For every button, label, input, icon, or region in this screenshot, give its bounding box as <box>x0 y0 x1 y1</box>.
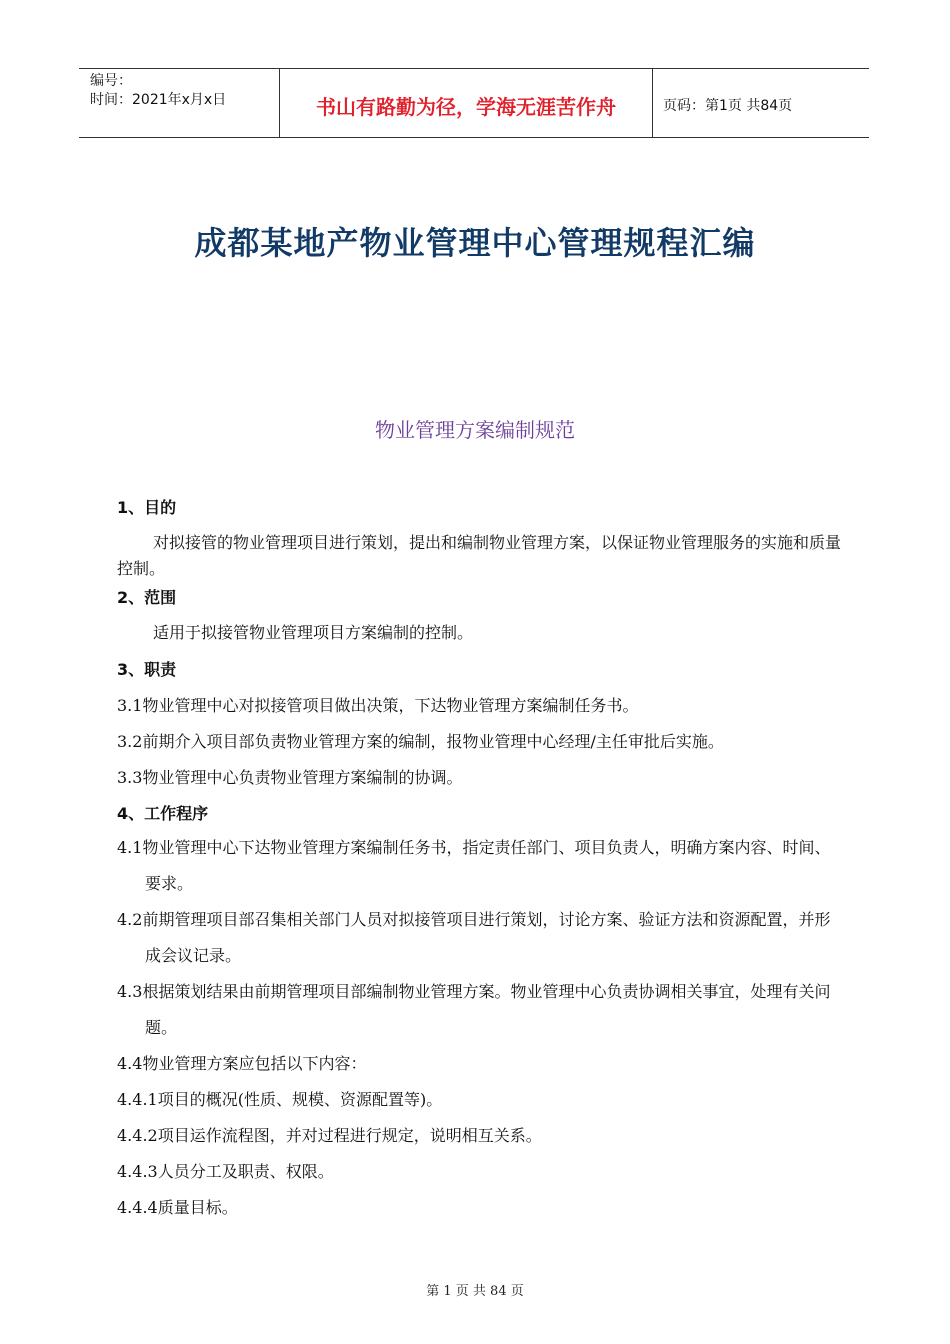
list-item: 3.2前期介入项目部负责物业管理方案的编制，报物业管理中心经理/主任审批后实施。 <box>117 732 724 751</box>
list-item: 3.3物业管理中心负责物业管理方案编制的协调。 <box>117 768 463 787</box>
list-item: 4.4.3人员分工及职责、权限。 <box>117 1162 334 1181</box>
section-text-scope: 适用于拟接管物业管理项目方案编制的控制。 <box>153 623 474 642</box>
list-item: 3.1物业管理中心对拟接管项目做出决策，下达物业管理方案编制任务书。 <box>117 696 639 715</box>
section-heading-procedure: 4、工作程序 <box>117 804 209 823</box>
page-header <box>79 68 869 138</box>
header-meta <box>79 69 280 137</box>
header-page-info: 页码：第1页 共84页 <box>663 98 793 114</box>
page-footer: 第 1 页 共 84 页 <box>426 1284 524 1299</box>
code-label: 编号： <box>90 73 132 89</box>
list-item: 4.3根据策划结果由前期管理项目部编制物业管理方案。物业管理中心负责协调相关事宜，处理有关问题。 <box>117 982 831 1037</box>
header-motto: 书山有路勤为径，学海无涯苦作舟 <box>280 69 653 137</box>
document-subtitle: 物业管理方案编制规范 <box>375 418 575 442</box>
section-text-purpose: 对拟接管的物业管理项目进行策划，提出和编制物业管理方案，以保证物业管理服务的实施和质量控制。 <box>117 533 842 578</box>
section-heading-purpose: 1、目的 <box>117 498 177 517</box>
list-item: 4.4.4质量目标。 <box>117 1198 238 1217</box>
list-item: 4.4.2项目运作流程图，并对过程进行规定，说明相互关系。 <box>117 1126 542 1145</box>
section-heading-scope: 2、范围 <box>117 588 177 607</box>
list-item: 4.2前期管理项目部召集相关部门人员对拟接管项目进行策划，讨论方案、验证方法和资源配置，并形成会议记录。 <box>117 910 831 965</box>
document-title: 成都某地产物业管理中心管理规程汇编 <box>194 224 756 262</box>
time-label: 时间：2021年x月x日 <box>90 92 227 108</box>
list-item: 4.4物业管理方案应包括以下内容： <box>117 1054 367 1073</box>
document-body <box>117 494 842 1226</box>
list-item: 4.1物业管理中心下达物业管理方案编制任务书，指定责任部门、项目负责人，明确方案内容、时间、要求。 <box>117 838 831 893</box>
list-item: 4.4.1项目的概况(性质、规模、资源配置等)。 <box>117 1090 443 1109</box>
section-heading-duties: 3、职责 <box>117 660 177 679</box>
